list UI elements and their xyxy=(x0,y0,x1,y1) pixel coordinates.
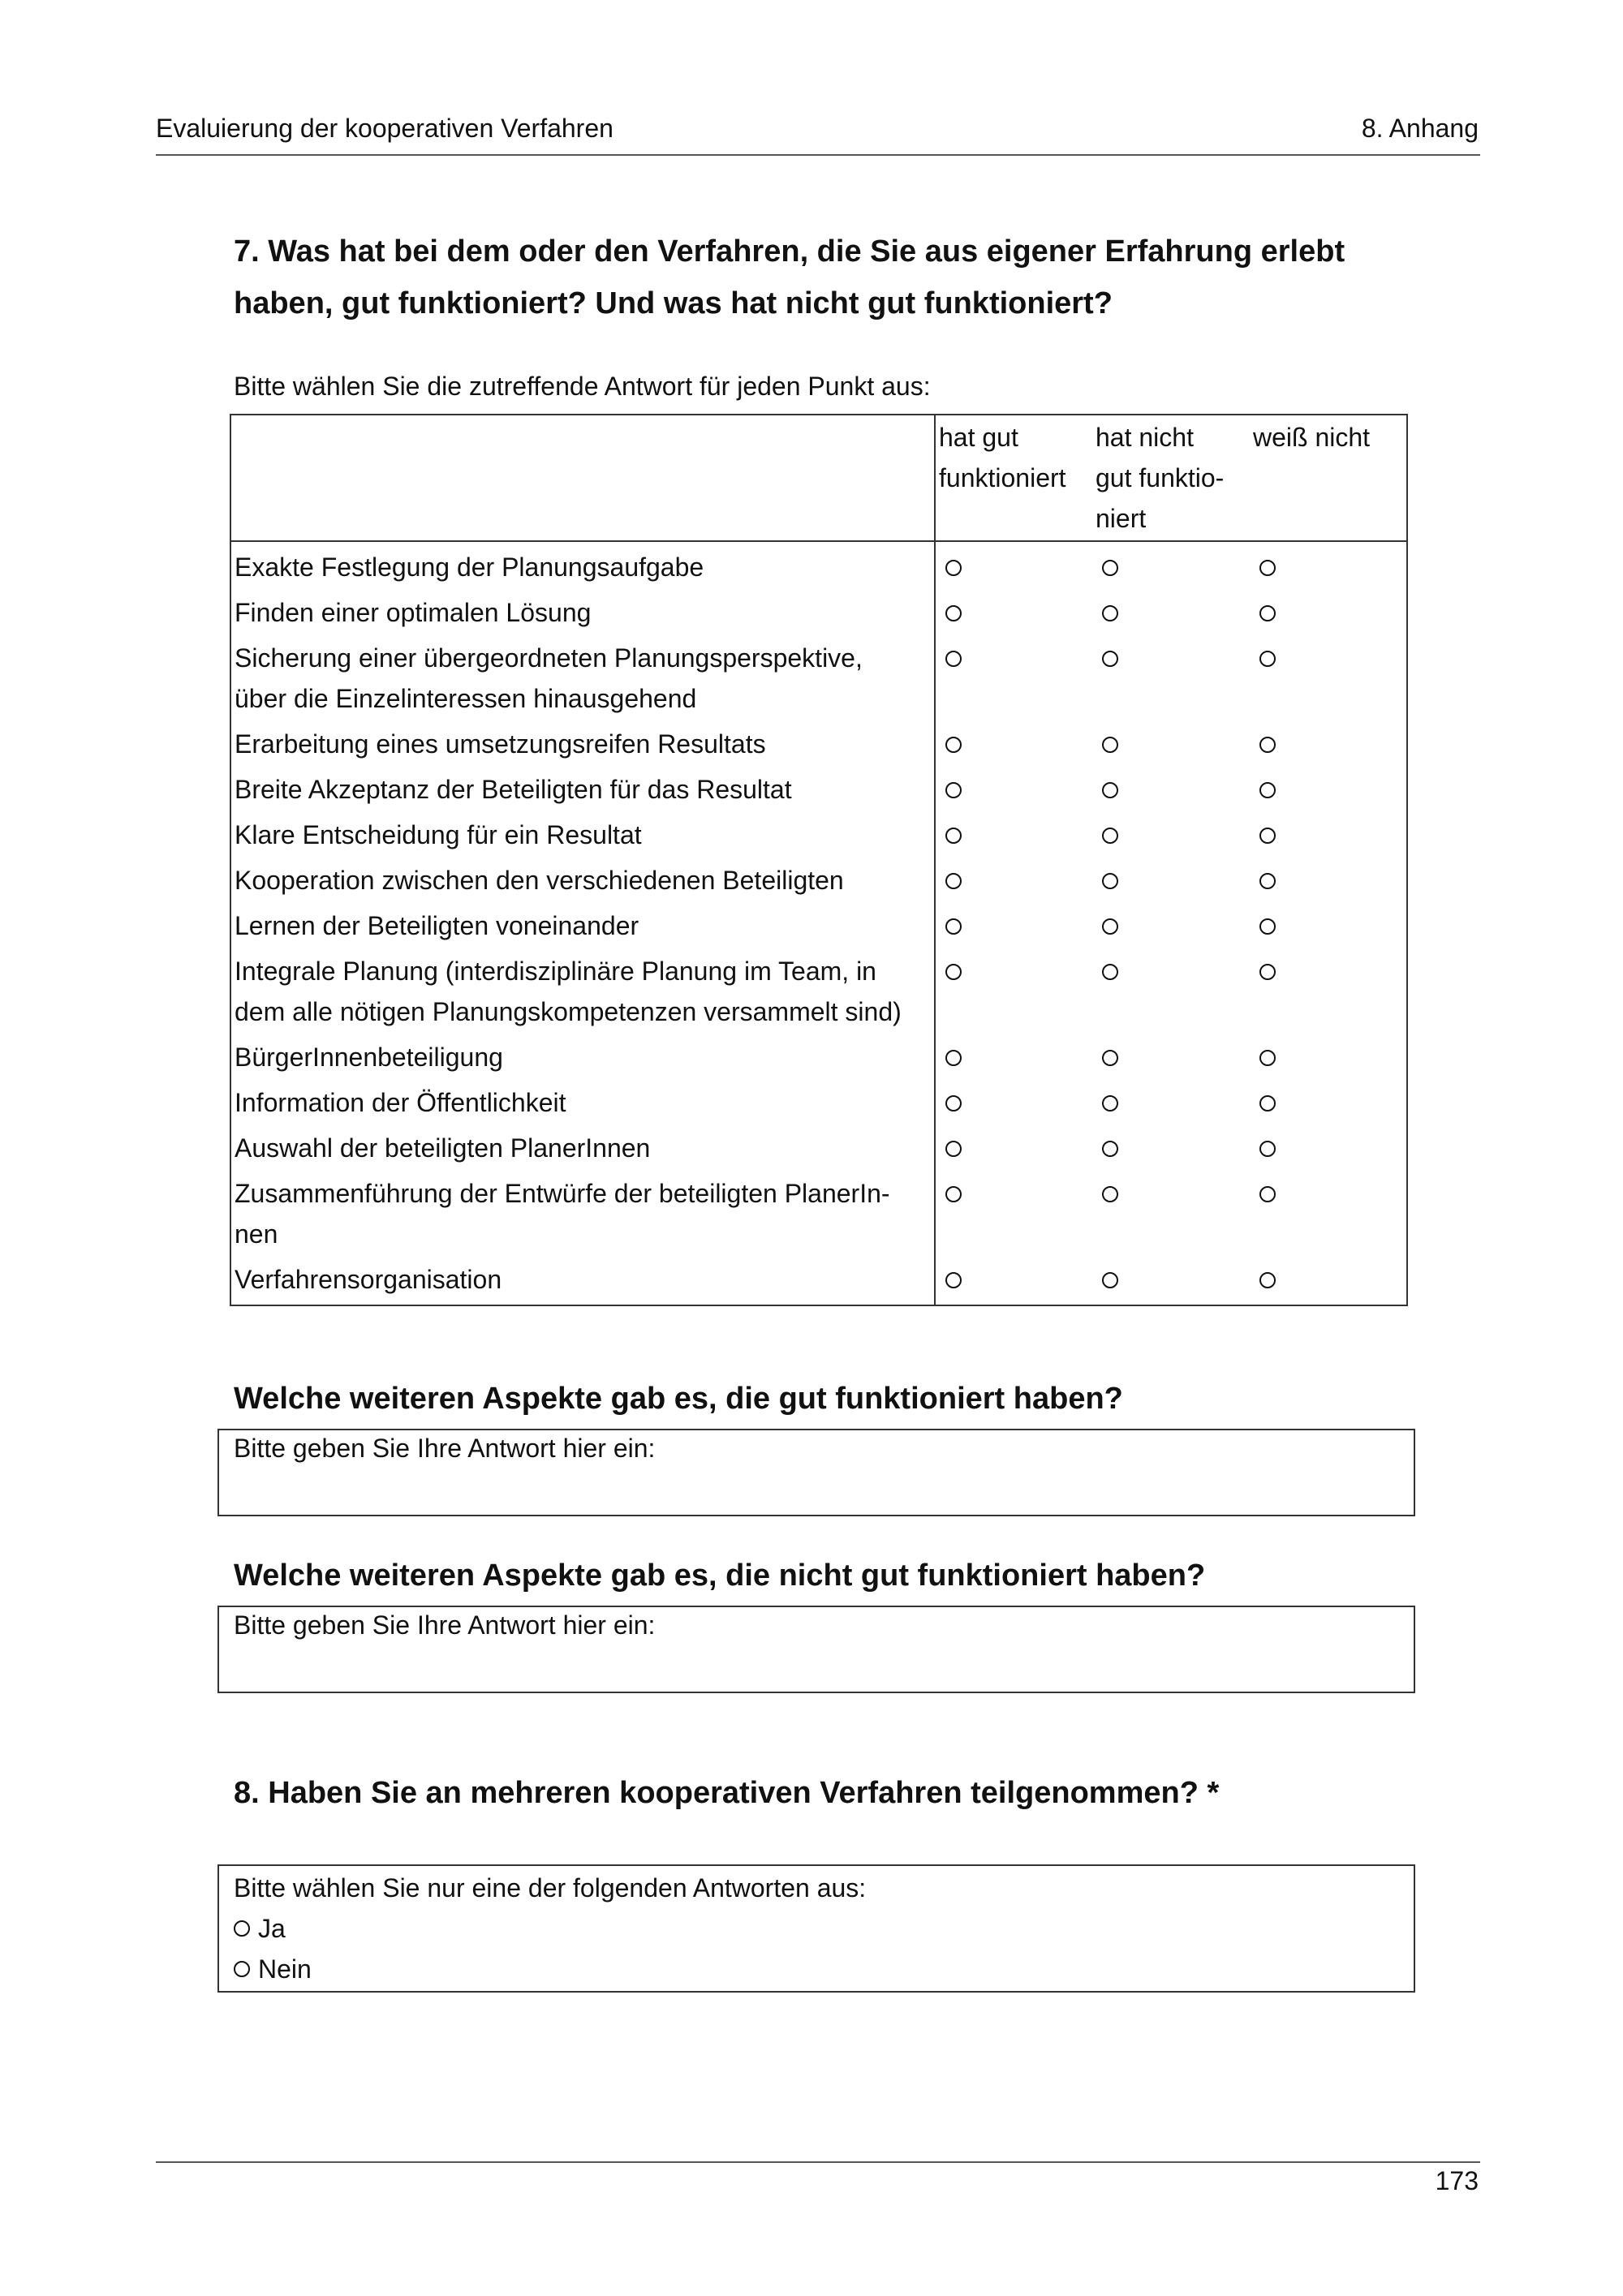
matrix-row-label xyxy=(230,946,935,1032)
question-8-title: 8. Haben Sie an mehreren kooperativen Verfahren teilgenommen? * xyxy=(234,1776,1220,1810)
row-label-line: Exakte Festlegung der Planungsaufgabe xyxy=(235,553,704,582)
row-label-line: über die Einzelinteressen hinausgehend xyxy=(235,684,697,713)
matrix-radio-cell xyxy=(1250,1254,1407,1305)
matrix-radio-cell xyxy=(1092,855,1250,901)
radio-circle-icon[interactable] xyxy=(1102,964,1118,980)
matrix-radio-cell xyxy=(1250,946,1407,1032)
radio-circle-icon[interactable] xyxy=(1102,605,1118,621)
matrix-header-row xyxy=(230,415,1407,541)
matrix-radio-cell xyxy=(1250,1077,1407,1123)
column-header-line: hat gut xyxy=(939,423,1018,452)
radio-circle-icon[interactable] xyxy=(1102,737,1118,753)
matrix-row-label xyxy=(230,1077,935,1123)
radio-circle-icon[interactable] xyxy=(1102,651,1118,667)
matrix-row xyxy=(230,1168,1407,1254)
matrix-row-label xyxy=(230,1168,935,1254)
matrix-row-label xyxy=(230,1254,935,1305)
radio-circle-icon[interactable] xyxy=(1102,1095,1118,1111)
matrix-row xyxy=(230,1123,1407,1168)
matrix-radio-cell xyxy=(935,1168,1092,1254)
matrix-radio-cell xyxy=(935,541,1092,587)
matrix-radio-cell xyxy=(1092,1077,1250,1123)
matrix-radio-cell xyxy=(1092,901,1250,946)
radio-circle-icon[interactable] xyxy=(945,560,962,576)
row-label-line: Kooperation zwischen den verschiedenen Beteiligten xyxy=(235,866,844,895)
radio-circle-icon[interactable] xyxy=(1259,651,1276,667)
matrix-row-label xyxy=(230,587,935,633)
matrix-radio-cell xyxy=(935,946,1092,1032)
column-header-line: funktioniert xyxy=(939,463,1066,492)
matrix-radio-cell xyxy=(1250,1123,1407,1168)
radio-circle-icon[interactable] xyxy=(945,1272,962,1288)
followup-positive-textarea[interactable] xyxy=(217,1429,1415,1516)
matrix-radio-cell xyxy=(1250,901,1407,946)
matrix-radio-cell xyxy=(1250,1168,1407,1254)
matrix-column-header xyxy=(935,415,1092,541)
radio-circle-icon[interactable] xyxy=(1102,560,1118,576)
question-8-answer-box xyxy=(217,1864,1415,1993)
matrix-radio-cell xyxy=(1092,1254,1250,1305)
row-label-line: dem alle nötigen Planungskompetenzen versammelt sind) xyxy=(235,997,902,1026)
row-label-line: Sicherung einer übergeordneten Planungsperspektive, xyxy=(235,643,863,673)
radio-circle-icon[interactable] xyxy=(1259,1050,1276,1066)
matrix-row xyxy=(230,855,1407,901)
row-label-line: Breite Akzeptanz der Beteiligten für das Resultat xyxy=(235,775,792,804)
matrix-row xyxy=(230,946,1407,1032)
column-header-line: weiß nicht xyxy=(1253,423,1371,452)
radio-circle-icon[interactable] xyxy=(1102,1141,1118,1157)
matrix-radio-cell xyxy=(1250,587,1407,633)
radio-circle-icon[interactable] xyxy=(945,1095,962,1111)
radio-circle-icon[interactable] xyxy=(945,737,962,753)
matrix-row xyxy=(230,1077,1407,1123)
matrix-radio-cell xyxy=(1092,719,1250,764)
radio-circle-icon[interactable] xyxy=(1102,873,1118,889)
radio-circle-icon[interactable] xyxy=(234,1920,250,1937)
matrix-radio-cell xyxy=(935,719,1092,764)
matrix-radio-cell xyxy=(935,633,1092,719)
radio-circle-icon[interactable] xyxy=(234,1961,250,1977)
matrix-radio-cell xyxy=(1250,633,1407,719)
radio-circle-icon[interactable] xyxy=(1259,1095,1276,1111)
radio-circle-icon[interactable] xyxy=(945,651,962,667)
radio-circle-icon[interactable] xyxy=(945,605,962,621)
radio-circle-icon[interactable] xyxy=(1102,782,1118,798)
matrix-row-label xyxy=(230,810,935,855)
matrix-radio-cell xyxy=(935,1032,1092,1077)
matrix-row xyxy=(230,719,1407,764)
matrix-radio-cell xyxy=(1092,633,1250,719)
matrix-radio-cell xyxy=(1250,810,1407,855)
matrix-row-label xyxy=(230,764,935,810)
matrix-row-label xyxy=(230,1123,935,1168)
matrix-radio-cell xyxy=(935,587,1092,633)
matrix-column-header xyxy=(1250,415,1407,541)
radio-circle-icon[interactable] xyxy=(1102,1050,1118,1066)
matrix-radio-cell xyxy=(1092,1032,1250,1077)
row-label-line: Erarbeitung eines umsetzungsreifen Resultats xyxy=(235,729,766,759)
matrix-radio-cell xyxy=(935,1077,1092,1123)
radio-circle-icon[interactable] xyxy=(945,828,962,844)
footer-divider xyxy=(156,2161,1480,2163)
matrix-row-label xyxy=(230,901,935,946)
matrix-radio-cell xyxy=(1250,764,1407,810)
radio-circle-icon[interactable] xyxy=(1259,1186,1276,1202)
matrix-row xyxy=(230,587,1407,633)
matrix-row xyxy=(230,633,1407,719)
row-label-line: Lernen der Beteiligten voneinander xyxy=(235,911,639,940)
column-header-line: gut funktio- xyxy=(1096,463,1225,492)
option-ja-label: Ja xyxy=(258,1914,286,1943)
running-header-title: Evaluierung der kooperativen Verfahren xyxy=(156,114,613,143)
radio-circle-icon[interactable] xyxy=(945,918,962,935)
row-label-line: Integrale Planung (interdisziplinäre Planung im Team, in xyxy=(235,957,876,986)
matrix-radio-cell xyxy=(1092,1123,1250,1168)
row-label-line: Verfahrensorganisation xyxy=(235,1265,502,1294)
radio-circle-icon[interactable] xyxy=(945,1186,962,1202)
followup-negative-title: Welche weiteren Aspekte gab es, die nicht gut funktioniert haben? xyxy=(234,1559,1206,1593)
matrix-row-label xyxy=(230,855,935,901)
followup-positive-title: Welche weiteren Aspekte gab es, die gut funktioniert haben? xyxy=(234,1382,1123,1416)
matrix-row xyxy=(230,901,1407,946)
matrix-column-header xyxy=(1092,415,1250,541)
followup-positive-placeholder: Bitte geben Sie Ihre Antwort hier ein: xyxy=(234,1434,656,1463)
question-7-title-line-1: 7. Was hat bei dem oder den Verfahren, die Sie aus eigener Erfahrung erlebt xyxy=(234,234,1345,269)
matrix-radio-cell xyxy=(1092,810,1250,855)
radio-circle-icon[interactable] xyxy=(945,873,962,889)
column-header-line: niert xyxy=(1096,504,1147,533)
radio-circle-icon[interactable] xyxy=(1259,873,1276,889)
matrix-row-label xyxy=(230,1032,935,1077)
radio-circle-icon[interactable] xyxy=(1259,1272,1276,1288)
column-header-line: hat nicht xyxy=(1096,423,1194,452)
radio-circle-icon[interactable] xyxy=(1259,605,1276,621)
option-nein[interactable] xyxy=(234,1949,866,1989)
matrix-row-label xyxy=(230,719,935,764)
radio-circle-icon[interactable] xyxy=(1102,1272,1118,1288)
running-header-chapter: 8. Anhang xyxy=(1361,114,1479,143)
matrix-radio-cell xyxy=(1092,1168,1250,1254)
matrix-radio-cell xyxy=(935,901,1092,946)
matrix-radio-cell xyxy=(1092,587,1250,633)
radio-circle-icon[interactable] xyxy=(1259,560,1276,576)
matrix-radio-cell xyxy=(935,810,1092,855)
radio-circle-icon[interactable] xyxy=(1259,918,1276,935)
matrix-row xyxy=(230,1254,1407,1305)
row-label-line: Klare Entscheidung für ein Resultat xyxy=(235,820,642,849)
radio-circle-icon[interactable] xyxy=(945,1050,962,1066)
question-7-title-line-2: haben, gut funktioniert? Und was hat nicht gut funktioniert? xyxy=(234,286,1113,320)
matrix-radio-cell xyxy=(1250,855,1407,901)
matrix-row xyxy=(230,1032,1407,1077)
row-label-line: nen xyxy=(235,1219,278,1249)
followup-negative-textarea[interactable] xyxy=(217,1606,1415,1693)
radio-circle-icon[interactable] xyxy=(1102,918,1118,935)
matrix-radio-cell xyxy=(935,855,1092,901)
question-7-matrix xyxy=(230,414,1408,1306)
matrix-radio-cell xyxy=(935,764,1092,810)
radio-circle-icon[interactable] xyxy=(1102,1186,1118,1202)
radio-circle-icon[interactable] xyxy=(1259,964,1276,980)
row-label-line: Auswahl der beteiligten PlanerInnen xyxy=(235,1133,651,1163)
question-8-instruction: Bitte wählen Sie nur eine der folgenden Antworten aus: xyxy=(234,1873,867,1903)
matrix-radio-cell xyxy=(1250,719,1407,764)
row-label-line: BürgerInnenbeteiligung xyxy=(235,1043,503,1072)
option-nein-label: Nein xyxy=(258,1954,312,1984)
matrix-radio-cell xyxy=(1092,764,1250,810)
radio-circle-icon[interactable] xyxy=(945,964,962,980)
matrix-radio-cell xyxy=(935,1254,1092,1305)
row-label-line: Information der Öffentlichkeit xyxy=(235,1088,566,1117)
matrix-radio-cell xyxy=(1250,541,1407,587)
matrix-row-label xyxy=(230,541,935,587)
matrix-row-label xyxy=(230,633,935,719)
matrix-radio-cell xyxy=(1250,1032,1407,1077)
matrix-row xyxy=(230,810,1407,855)
row-label-line: Finden einer optimalen Lösung xyxy=(235,598,592,627)
row-label-line: Zusammenführung der Entwürfe der beteiligten PlanerIn- xyxy=(235,1179,890,1208)
radio-circle-icon[interactable] xyxy=(1259,782,1276,798)
matrix-radio-cell xyxy=(935,1123,1092,1168)
radio-circle-icon[interactable] xyxy=(1259,737,1276,753)
followup-negative-placeholder: Bitte geben Sie Ihre Antwort hier ein: xyxy=(234,1610,656,1640)
page-number: 173 xyxy=(1435,2166,1479,2195)
matrix-row xyxy=(230,764,1407,810)
radio-circle-icon[interactable] xyxy=(1259,1141,1276,1157)
matrix-radio-cell xyxy=(1092,541,1250,587)
radio-circle-icon[interactable] xyxy=(945,1141,962,1157)
question-7-title xyxy=(234,226,1435,329)
radio-circle-icon[interactable] xyxy=(1259,828,1276,844)
matrix-row xyxy=(230,541,1407,587)
matrix-radio-cell xyxy=(1092,946,1250,1032)
matrix-header-empty-cell xyxy=(230,415,935,541)
question-7-instruction: Bitte wählen Sie die zutreffende Antwort für jeden Punkt aus: xyxy=(234,372,931,401)
radio-circle-icon[interactable] xyxy=(945,782,962,798)
radio-circle-icon[interactable] xyxy=(1102,828,1118,844)
option-ja[interactable] xyxy=(234,1908,866,1949)
header-divider xyxy=(156,154,1480,156)
